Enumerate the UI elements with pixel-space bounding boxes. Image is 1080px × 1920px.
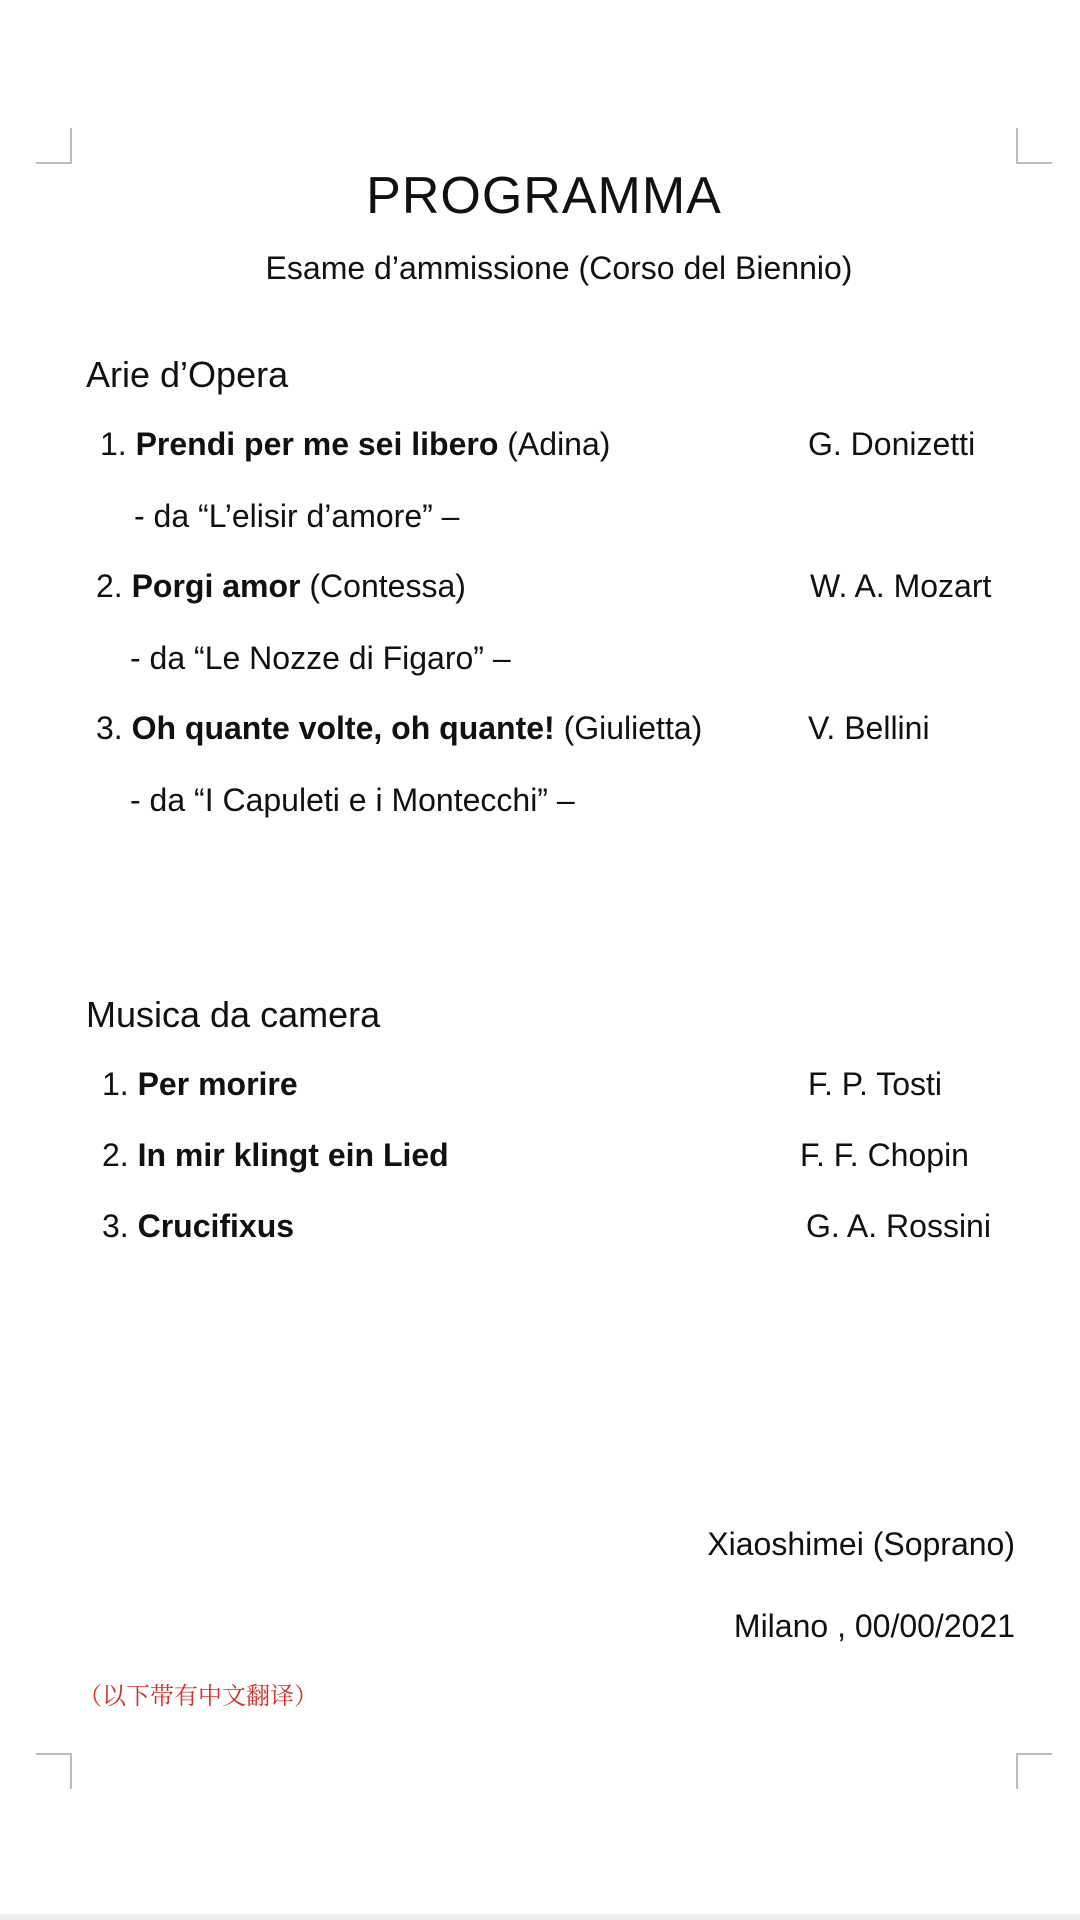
piece-title: Crucifixus	[137, 1208, 295, 1244]
document-subtitle: Esame d’ammissione (Corso del Biennio)	[265, 250, 853, 286]
crop-mark-bottom-left	[36, 1753, 72, 1789]
item-number: 1.	[100, 426, 127, 462]
composer-name: V. Bellini	[808, 710, 930, 746]
composer-name: G. Donizetti	[808, 426, 976, 462]
camera-item-3	[0, 1208, 1080, 1252]
camera-item-2	[0, 1137, 1080, 1181]
section-heading-camera: Musica da camera	[86, 994, 381, 1035]
item-number: 3.	[96, 710, 123, 746]
opera-source-3: - da “I Capuleti e i Montecchi” –	[130, 782, 575, 818]
piece-title: Per morire	[137, 1066, 298, 1102]
document-title: PROGRAMMA	[366, 167, 722, 225]
piece-title: Prendi per me sei libero	[135, 426, 499, 462]
opera-source-2: - da “Le Nozze di Figaro” –	[130, 640, 511, 676]
opera-item-text	[100, 426, 610, 463]
composer-name: W. A. Mozart	[810, 568, 992, 604]
crop-mark-bottom-right	[1016, 1753, 1052, 1789]
signature-name: Xiaoshimei (Soprano)	[707, 1526, 1015, 1562]
item-number: 2.	[96, 568, 123, 604]
crop-mark-top-right	[1016, 128, 1052, 164]
role-name: (Contessa)	[309, 568, 466, 604]
section-heading-opera: Arie d’Opera	[86, 354, 289, 395]
composer-name: F. F. Chopin	[800, 1137, 969, 1173]
camera-item-text	[102, 1208, 294, 1245]
composer-name: F. P. Tosti	[808, 1066, 942, 1102]
opera-source-1: - da “L’elisir d’amore” –	[134, 498, 460, 534]
page-bottom-edge	[0, 1914, 1080, 1920]
camera-item-text	[102, 1066, 298, 1103]
opera-item-3	[0, 710, 1080, 754]
camera-item-text	[102, 1137, 449, 1174]
composer-name: G. A. Rossini	[806, 1208, 991, 1244]
opera-item-1	[0, 426, 1080, 470]
crop-mark-top-left	[36, 128, 72, 164]
piece-title: Porgi amor	[131, 568, 301, 604]
role-name: (Adina)	[507, 426, 611, 462]
camera-item-1	[0, 1066, 1080, 1110]
item-number: 1.	[102, 1066, 129, 1102]
translation-note: （以下带有中文翻译）	[78, 1682, 318, 1710]
piece-title: Oh quante volte, oh quante!	[131, 710, 555, 746]
opera-item-text	[96, 568, 466, 605]
item-number: 3.	[102, 1208, 129, 1244]
item-number: 2.	[102, 1137, 129, 1173]
signature-place-date: Milano , 00/00/2021	[733, 1608, 1015, 1644]
opera-item-text	[96, 710, 702, 747]
role-name: (Giulietta)	[563, 710, 703, 746]
piece-title: In mir klingt ein Lied	[137, 1137, 449, 1173]
opera-item-2	[0, 568, 1080, 612]
